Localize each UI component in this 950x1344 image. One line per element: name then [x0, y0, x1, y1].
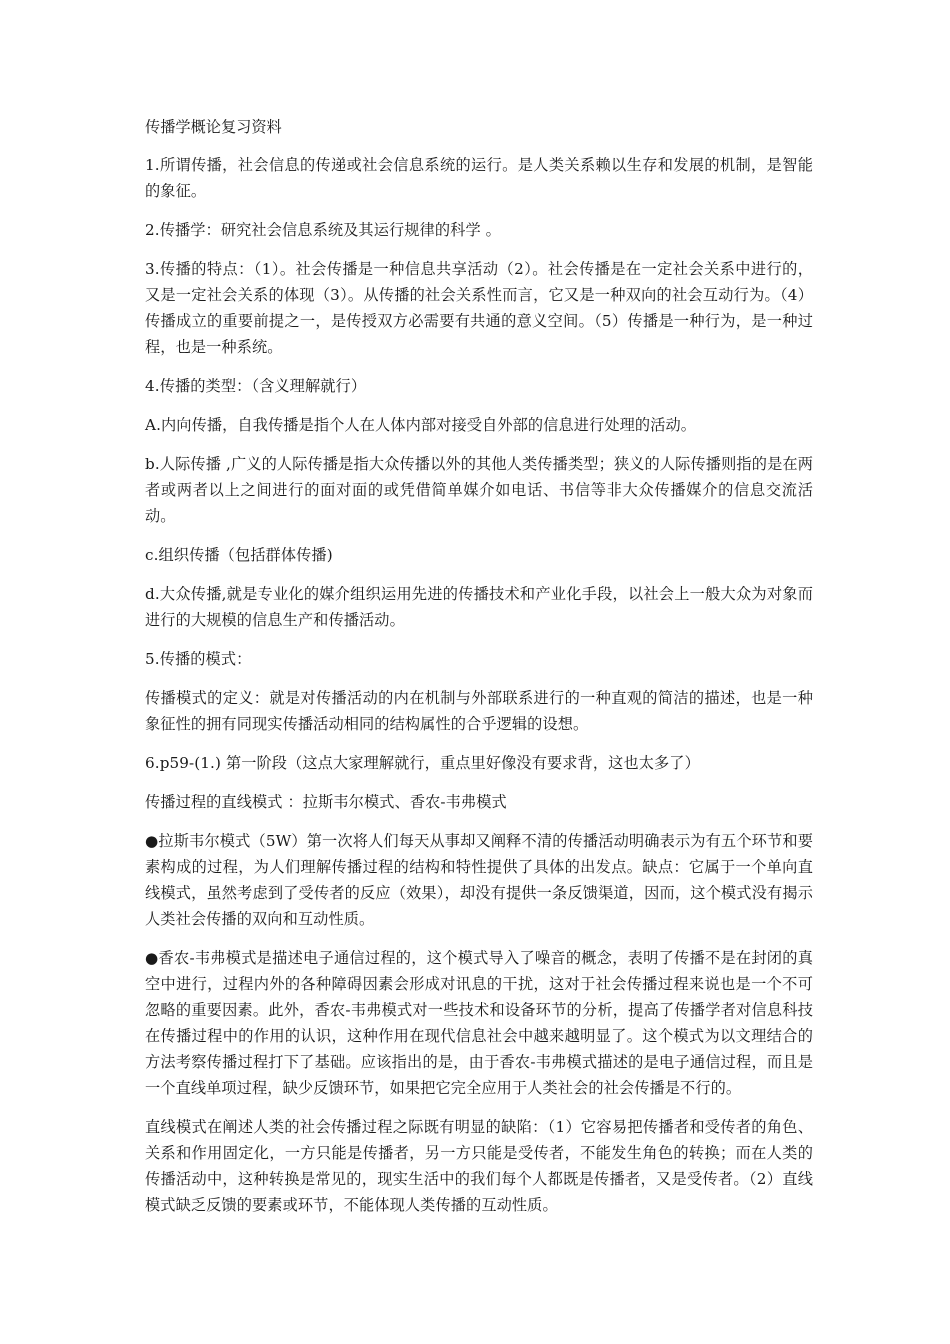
paragraph-lasswell: ●拉斯韦尔模式（5W）第一次将人们每天从事却又阐释不清的传播活动明确表示为有五个环节和要素构成的过程，为人们理解传播过程的结构和特性提供了具体的出发点。缺点：它属于一个单向直线模式，虽然考虑到了受传者的反应（效果），却没有提供一条反馈渠道，因而，这个模式没有揭示人类社会传播的双向和互动性质。 — [145, 832, 813, 928]
paragraph-intrapersonal: A.内向传播，自我传播是指个人在人体内部对接受自外部的信息进行处理的活动。 — [145, 416, 697, 434]
paragraph-linear-defects: 直线模式在阐述人类的社会传播过程之际既有明显的缺陷：（1）它容易把传播者和受传者的角色、关系和作用固定化，一方只能是传播者，另一方只能是受传者，不能发生角色的转换；而在人类的传播活动中，这种转换是常见的，现实生活中的我们每个人都既是传播者，又是受传者。（2）直线模式缺乏反馈的要素或环节，不能体现人类传播的互动性质。 — [145, 1118, 813, 1214]
paragraph-communication-studies: 2.传播学：研究社会信息系统及其运行规律的科学 。 — [145, 221, 501, 239]
paragraph-stage-one: 6.p59-(1.) 第一阶段（这点大家理解就行，重点里好像没有要求背，这也太多了） — [145, 754, 700, 772]
paragraph-definition: 1.所谓传播，社会信息的传递或社会信息系统的运行。是人类关系赖以生存和发展的机制，是智能的象征。 — [145, 156, 813, 200]
paragraph-linear-models: 传播过程的直线模式 ：拉斯韦尔模式、香农-韦弗模式 — [145, 793, 507, 811]
paragraph-organizational: c.组织传播（包括群体传播) — [145, 546, 333, 564]
document-page — [145, 114, 813, 1231]
paragraph-characteristics: 3.传播的特点：（1）。社会传播是一种信息共享活动（2）。社会传播是在一定社会关系中进行的，又是一定社会关系的体现（3）。从传播的社会关系性而言，它又是一种双向的社会互动行为。（4）传播成立的重要前提之一，是传授双方必需要有共通的意义空间。（5）传播是一种行为，是一种过程，也是一种系统。 — [145, 260, 813, 356]
paragraph-models-heading: 5.传播的模式： — [145, 650, 252, 668]
paragraph-types-heading: 4.传播的类型：（含义理解就行） — [145, 377, 367, 395]
paragraph-model-definition: 传播模式的定义：就是对传播活动的内在机制与外部联系进行的一种直观的简洁的描述，也是一种象征性的拥有同现实传播活动相同的结构属性的合乎逻辑的设想。 — [145, 689, 813, 733]
document-title: 传播学概论复习资料 — [145, 118, 282, 136]
paragraph-mass: d.大众传播,就是专业化的媒介组织运用先进的传播技术和产业化手段，以社会上一般大众为对象而进行的大规模的信息生产和传播活动。 — [145, 585, 813, 629]
paragraph-interpersonal: b.人际传播 ,广义的人际传播是指大众传播以外的其他人类传播类型；狭义的人际传播则指的是在两者或两者以上之间进行的面对面的或凭借简单媒介如电话、书信等非大众传播媒介的信息交流活动。 — [145, 455, 813, 525]
paragraph-shannon-weaver: ●香农-韦弗模式是描述电子通信过程的，这个模式导入了噪音的概念，表明了传播不是在封闭的真空中进行，过程内外的各种障碍因素会形成对讯息的干扰，这对于社会传播过程来说也是一个不可忽略的重要因素。此外，香农-韦弗模式对一些技术和设备环节的分析，提高了传播学者对信息科技在传播过程中的作用的认识，这种作用在现代信息社会中越来越明显了。这个模式为以文理结合的方法考察传播过程打下了基础。应该指出的是，由于香农-韦弗模式描述的是电子通信过程，而且是一个直线单项过程，缺少反馈环节，如果把它完全应用于人类社会的社会传播是不行的。 — [145, 949, 814, 1097]
